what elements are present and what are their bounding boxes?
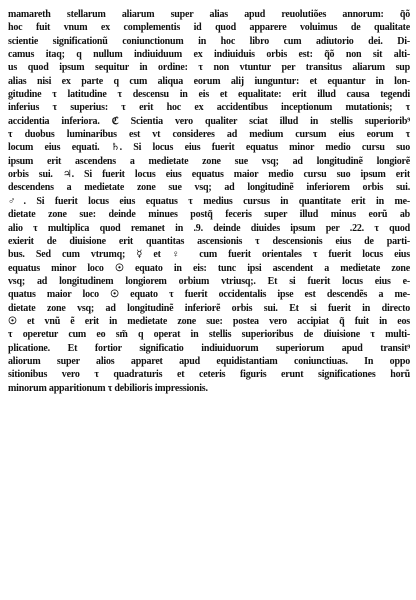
text-line: minorum apparitionum τ debilioris impressionis. — [8, 382, 208, 394]
text-line: descendens a medietate zone sue vsq; ad longitudinẽ inferiorem orbis sui. — [8, 182, 410, 194]
text-line: camus itaq; q nullum indiuiduum ex indiuiduis orbis est: q̃õ non sit alti- — [8, 49, 410, 61]
text-line: equatus minor loco ☉ equato in eis: tunc ipsi ascendent a medietate zone — [8, 262, 410, 274]
text-line: alio τ multiplica quod remanet in .9. deinde diuides ipsum per .22. τ quod — [8, 222, 410, 234]
text-line: exierit de diuisione erit quantitas ascensionis τ descensionis eius de parti- — [8, 235, 410, 247]
text-line: aliorum super alios apparet apud equidistantiam coniunctiuas. In oppo — [8, 355, 410, 367]
text-line: scientie significationũ coniunctionum in hoc libro cum adiutorio dei. Di- — [8, 35, 410, 47]
text-line: dietate zone sue: deinde minues postq̃ feceris super illud minus eorũ ab — [8, 209, 410, 221]
text-line: τ operetur cum eo sm̃ q operat in stellis superioribus de diuisione τ multi- — [8, 329, 410, 341]
text-line: ☉ et vnũ ẽ erit in medietate zone sue: postea vero accipiat q̃ fuit in eos — [8, 315, 410, 327]
text-line: dietate zone vsq; ad longitudinẽ inferiorẽ orbis sui. Et si fuerit in directo — [8, 302, 410, 314]
text-line: hoc fuit vnum ex complementis id quod apparere voluimus de qualitate — [8, 22, 410, 34]
text-line: ♂. Si fuerit locus eius equatus τ medius cursus in quantitate erit in me- — [8, 195, 410, 207]
text-line: ipsum erit ascendens a medietate zone sue vsq; ad longitudinẽ longiorẽ — [8, 155, 410, 167]
text-line: orbis sui. ♃. Si fuerit locus eius equatus maior medio cursu suo ipsum erit — [8, 169, 410, 181]
text-line: locum eius equati. ♄. Si locus eius fuerit equatus minor medio cursu suo — [8, 142, 410, 154]
text-line: accidentia inferiora. ℭ Scientia vero qualiter sciat illud in stellis superiorib⁹ — [8, 115, 410, 127]
text-line: alias nisi ex parte q cum aliqua eorum alij iunguntur: et equantur in lon- — [8, 75, 410, 87]
text-line: quatus maior loco ☉ equato τ fuerit occidentalis ipse est descendẽs a me- — [8, 289, 410, 301]
text-line: us quod ipsum sequitur in ordine: τ non vtuntur per transitus aliarum sup — [8, 62, 410, 74]
text-line: plicatione. Et fortior significatio indiuiduorum superiorum apud transit⁹ — [8, 342, 410, 354]
text-line: mamareth stellarum aliarum super alias apud reuolutiões annorum: q̃õ — [8, 9, 410, 20]
text-line: τ duobus luminaribus est vt consideres ad medium cursum eius eorum τ — [8, 129, 410, 141]
text-line: inferius τ superius: τ erit hoc ex accidentibus inceptionum mutationis; τ — [8, 102, 410, 114]
text-line: gitudine τ latitudine τ descensu in eis et equalitate: erit illud causa tegendi — [8, 89, 410, 101]
body-text — [8, 8, 410, 395]
text-line: vsq; ad longitudinem longiorem orbium vtriusq;. Et si fuerit locus eius e- — [8, 275, 410, 287]
text-line: bus. Sed cum vtrumq; ☿ et ♀ cum fuerit orientales τ fuerit locus eius — [8, 249, 410, 261]
text-line: sitionibus vero τ quadraturis et ceteris figuris erunt significationes horũ — [8, 369, 410, 381]
